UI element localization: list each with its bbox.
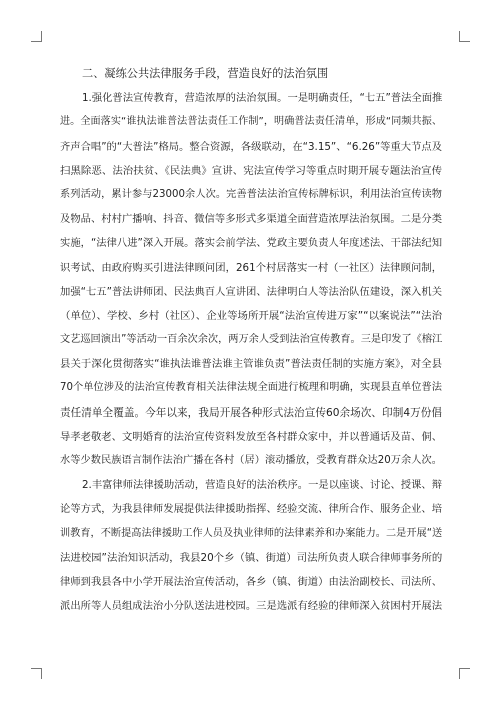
paragraph-line: 训教育，不断提高法律援助工作人员及执业律师的法律素养和办案能力。二是开展“送: [60, 527, 442, 539]
paragraph-line: 1.强化普法宣传教育，营造浓厚的法治氛围。一是明确责任，“七五”普法全面推: [82, 92, 442, 105]
paragraph-2: [60, 473, 442, 618]
paragraph-line: 论等方式，为我县律师发展提供法律援助指挥、经验交流、律所合作、服务企业、培: [60, 503, 442, 516]
section-heading: 二、凝练公共法律服务手段，营造良好的法治氛围: [82, 67, 329, 80]
crop-mark-top-left: [31, 31, 42, 42]
paragraph-line: 律师到我县各中小学开展法治宣传活动，各乡（镇、街道）由法治副校长、司法所、: [60, 575, 442, 588]
paragraph-line: 70个单位涉及的法治宣传教育相关法律法规全面进行梳理和明确，实现县直单位普法: [60, 382, 442, 394]
crop-mark-top-right: [459, 31, 470, 42]
paragraph-line: 2.丰富律师法律援助活动，营造良好的法治秩序。一是以座谈、讨论、授课、辩: [82, 479, 442, 492]
paragraph-line: 县关于深化贯彻落实“谁执法谁普法谁主管谁负责”普法责任制的实施方案》，对全县: [60, 358, 442, 371]
paragraph-line: 导孝老敬老、文明婚育的法治宣传资料发放至各村群众家中，并以普通话及苗、侗、: [60, 430, 442, 443]
paragraph-line: 文艺巡回演出”等活动一百余次余次，两万余人受到法治宣传教育。三是印发了《榕江: [60, 334, 442, 346]
paragraph-line: 系列活动，累计参与23000余人次。完善普法法治宣传标牌标识，利用法治宣传读物: [60, 188, 442, 200]
paragraph-line: 水等少数民族语言制作法治广播在各村（居）滚动播放，受教育群众达20万余人次。: [60, 455, 442, 466]
paragraph-line: 加强“七五”普法讲师团、民法典百人宣讲团、法律明白人等法治队伍建设，深入机关: [60, 285, 442, 298]
paragraph-line: 派出所等人员组成法治小分队送法进校园。三是选派有经验的律师深入贫困村开展法: [60, 600, 442, 613]
paragraph-line: 法进校园”法治知识活动，我县20个乡（镇、街道）司法所负责人联合律师事务所的: [60, 551, 442, 564]
paragraph-line: 责任清单全覆盖。今年以来，我局开展各种形式法治宣传60余场次、印制4万份倡: [60, 406, 442, 419]
paragraph-line: 实施，“法律八进”深入开展。落实会前学法、党政主要负责人年度述法、干部法纪知: [60, 237, 442, 250]
crop-mark-bottom-right: [459, 668, 470, 679]
paragraph-line: 齐声合唱”的“大普法”格局。整合资源，各级联动，在“3.15”、“6.26”等重大节点及: [60, 140, 442, 153]
paragraph-1: [60, 86, 442, 473]
document-body: [60, 62, 442, 618]
paragraph-line: 进。全面落实“谁执法谁普法普法责任工作制”，明确普法责任清单，形成“同频共振、: [60, 116, 442, 128]
crop-mark-bottom-left: [31, 668, 42, 679]
paragraph-line: 识考试、由政府购买引进法律顾问团，261个村居落实一村（一社区）法律顾问制，: [60, 261, 442, 274]
paragraph-line: 扫黑除恶、法治扶贫、《民法典》宣讲、宪法宣传学习等重点时期开展专题法治宣传: [60, 164, 442, 177]
paragraph-line: 及物品、村村广播响、抖音、微信等多形式多渠道全面营造浓厚法治氛围。二是分类: [60, 213, 442, 226]
paragraph-line: （单位）、学校、乡村（社区）、企业等场所开展“法治宣传进万家”“以案说法”“法治: [60, 309, 442, 322]
